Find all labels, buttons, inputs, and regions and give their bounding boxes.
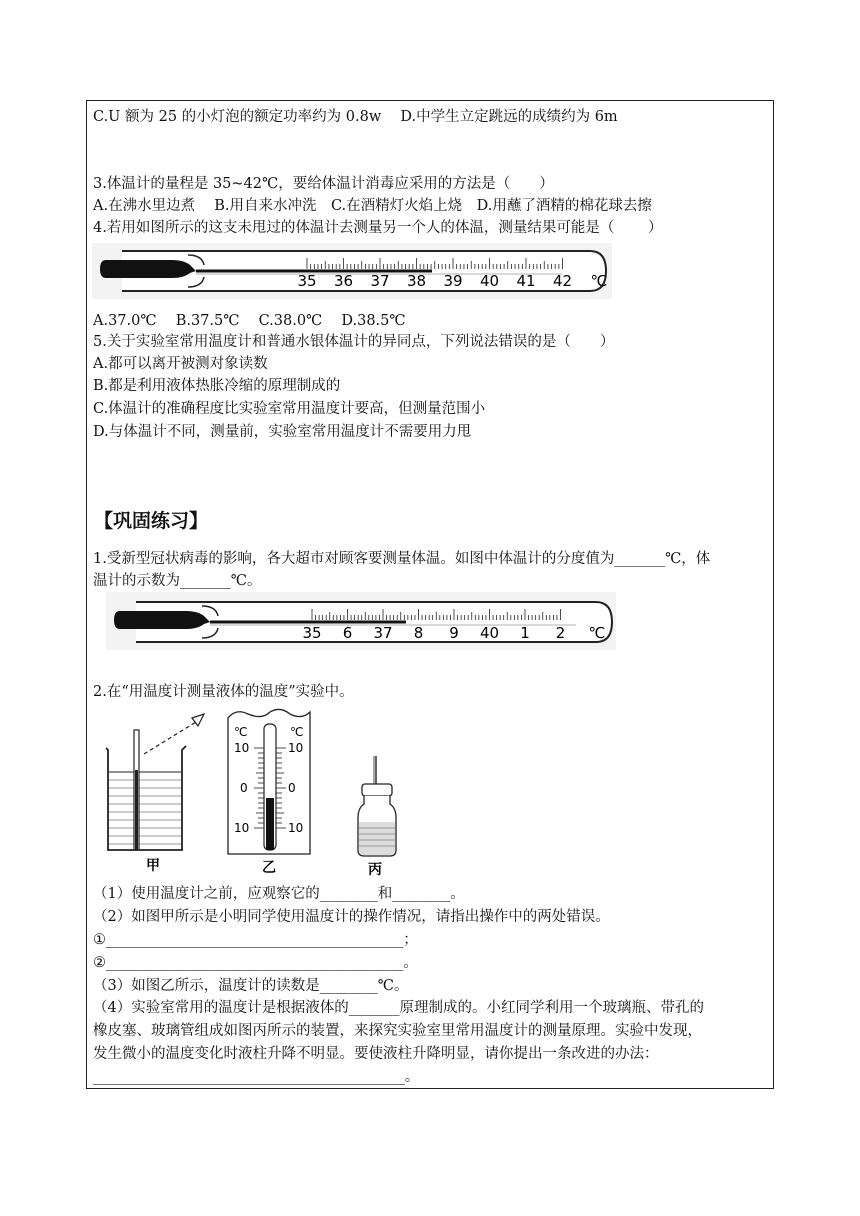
scale-label: 35 <box>297 272 317 290</box>
scale-label: 2 <box>555 624 566 642</box>
scale-unit: ℃ <box>588 624 606 642</box>
scale-label: 40 <box>479 624 500 642</box>
p2-intro: 2.在“用温度计测量液体的温度”实验中。 <box>93 684 354 700</box>
scale-label: 1 <box>520 624 530 642</box>
q4-stem: 4.若用如图所示的这支未甩过的体温计去测量另一个人的体温，测量结果可能是（ ） <box>93 220 663 236</box>
q3-options: A.在沸水里边煮 B.用自来水冲洗 C.在酒精灯火焰上烧 D.用蘸了酒精的棉花球去擦 <box>93 198 652 214</box>
scale-label: 35 <box>302 624 322 642</box>
p1-line2: 温计的示数为_______℃。 <box>93 573 262 589</box>
scale-label: 9 <box>449 624 459 642</box>
q5-option-c: C.体温计的准确程度比实验室常用温度计要高，但测量范围小 <box>93 401 486 417</box>
tick-right-mid: 0 <box>288 781 296 795</box>
scale-label: 41 <box>516 272 536 290</box>
q5-option-a: A.都可以离开被测对象读数 <box>93 356 268 372</box>
q5-option-d: D.与体温计不同，测量前，实验室常用温度计不需要用力甩 <box>93 424 472 440</box>
unit-left: ℃ <box>234 725 248 739</box>
scale-label: 36 <box>333 272 354 290</box>
tick-right-top: 10 <box>288 741 304 755</box>
scale-label: 37 <box>370 272 390 290</box>
tick-right-bottom: 10 <box>288 821 304 835</box>
scale-label: 40 <box>479 272 500 290</box>
scale-unit: ℃ <box>590 272 608 290</box>
scale-label: 6 <box>342 624 353 642</box>
p2-q4-line4: ___________________________________________。 <box>93 1069 420 1085</box>
figure-yi-thermometer <box>224 706 316 878</box>
scale-label: 39 <box>443 272 463 290</box>
q5-option-b: B.都是利用液体热胀冷缩的原理制成的 <box>93 378 341 394</box>
clinical-thermometer-figure-2 <box>106 592 616 650</box>
tick-left-mid: 0 <box>240 781 248 795</box>
p2-q4-line2: 橡皮塞、玻璃管组成如图丙所示的装置，来探究实验室里常用温度计的测量原理。实验中发现， <box>93 1023 702 1039</box>
scale-label: 37 <box>373 624 393 642</box>
q2-options-cd: C.U 额为 25 的小灯泡的额定功率约为 0.8w D.中学生立定跳远的成绩约为 6m <box>93 109 618 125</box>
figure-bing-bottle <box>346 752 406 878</box>
p2-q4-line3: 发生微小的温度变化时液柱升降不明显。要使液柱升降明显，请你提出一条改进的办法： <box>93 1046 659 1062</box>
unit-right: ℃ <box>290 725 304 739</box>
figure-jia-beaker <box>100 710 220 878</box>
q4-options: A.37.0℃ B.37.5℃ C.38.0℃ D.38.5℃ <box>93 313 406 329</box>
label-yi: 乙 <box>262 860 276 876</box>
p1-line1: 1.受新型冠状病毒的影响，各大超市对顾客要测量体温。如图中体温计的分度值为_______℃，体 <box>93 551 711 567</box>
section-title: 【巩固练习】 <box>94 510 209 532</box>
p2-q2: （2）如图甲所示是小明同学使用温度计的操作情况，请指出操作中的两处错误。 <box>93 909 610 925</box>
p2-q4-line1: （4）实验室常用的温度计是根据液体的_______原理制成的。小红同学利用一个玻璃瓶、带孔的 <box>93 1000 704 1016</box>
q3-stem: 3.体温计的量程是 35~42℃，要给体温计消毒应采用的方法是（ ） <box>93 176 554 192</box>
p2-q2-blank-a: ①_________________________________________； <box>93 932 418 948</box>
p2-q2-blank-b: ②_________________________________________。 <box>93 955 418 971</box>
scale-label: 8 <box>413 624 424 642</box>
scale-label: 38 <box>406 272 427 290</box>
tick-left-bottom: 10 <box>234 821 250 835</box>
label-jia: 甲 <box>146 858 160 874</box>
clinical-thermometer-figure-1 <box>92 243 612 299</box>
q5-stem: 5.关于实验室常用温度计和普通水银体温计的异同点，下列说法错误的是（ ） <box>93 334 615 350</box>
label-bing: 丙 <box>368 862 382 878</box>
p2-q1: （1）使用温度计之前，应观察它的________和________。 <box>93 886 465 902</box>
scale-label: 42 <box>552 272 573 290</box>
p2-q3: （3）如图乙所示，温度计的读数是________℃。 <box>93 978 409 994</box>
tick-left-top: 10 <box>234 741 250 755</box>
